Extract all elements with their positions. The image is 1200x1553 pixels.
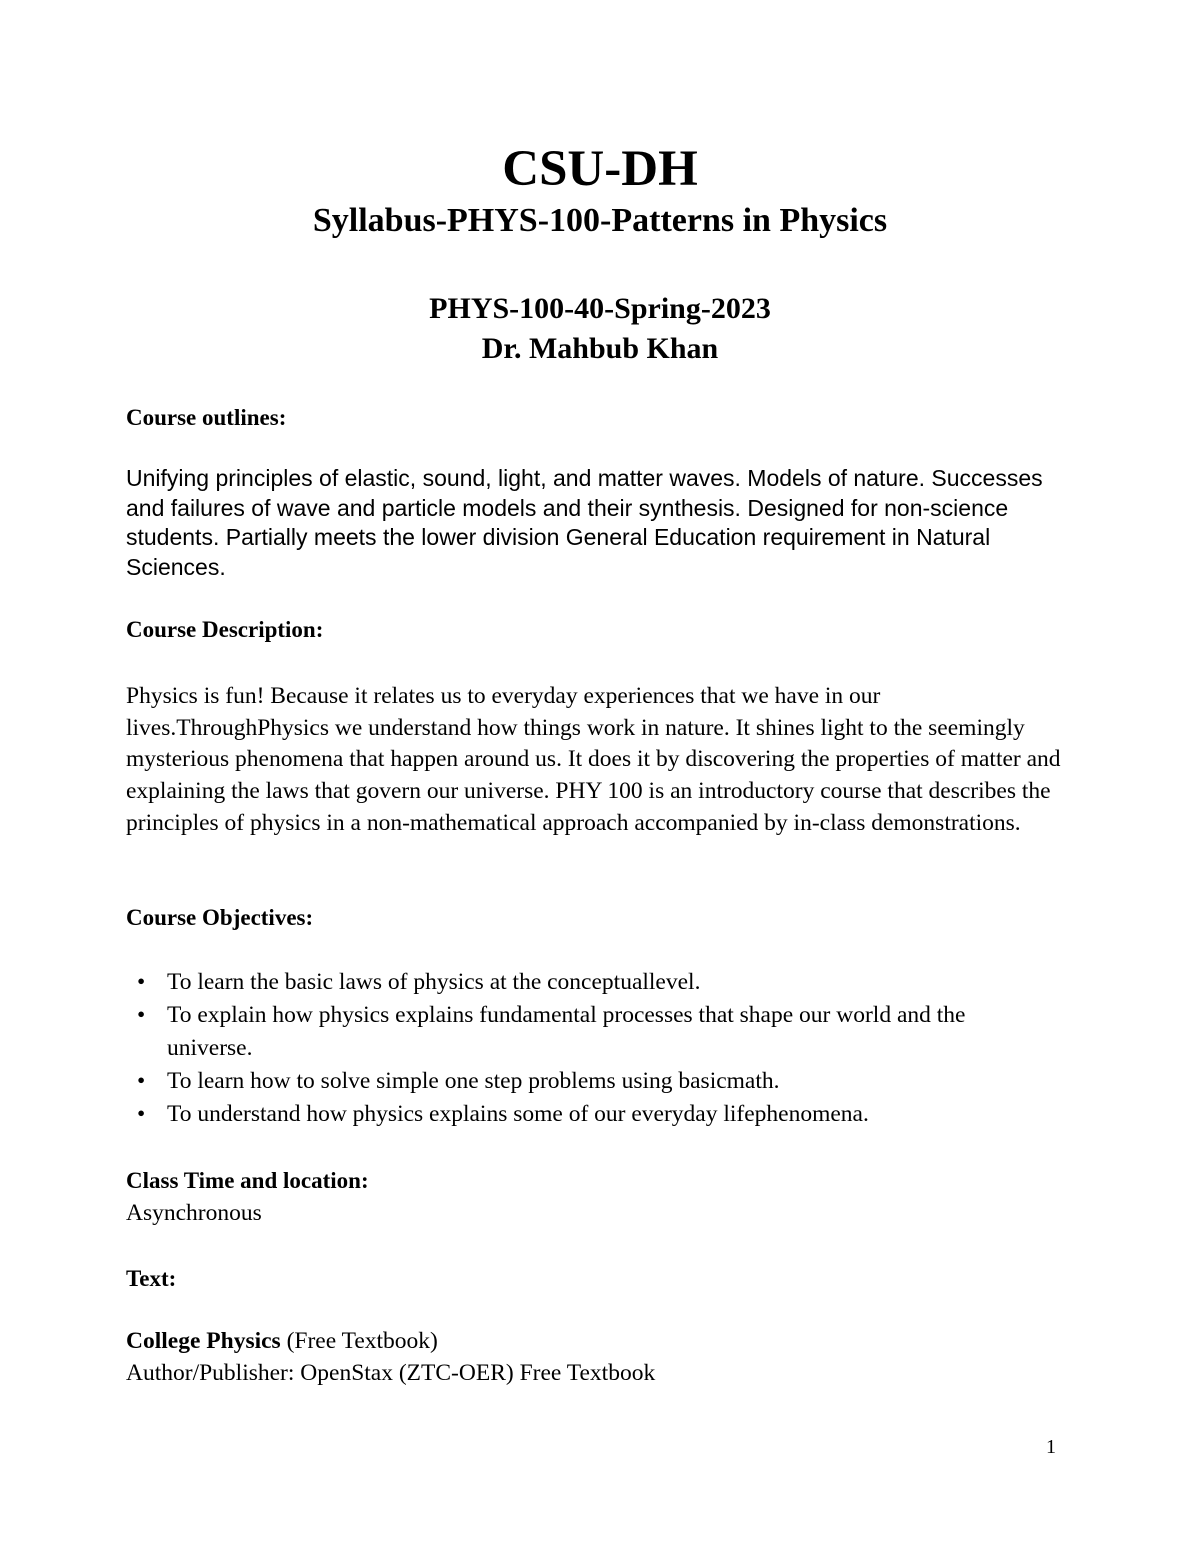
course-objectives-heading: Course Objectives: [126,905,314,930]
course-outlines-heading: Course outlines: [126,405,287,430]
list-item [126,1098,1006,1131]
author-publisher: Author/Publisher: OpenStax (ZTC-OER) Free Textbook [126,1360,656,1386]
textbook-line [126,1326,438,1356]
text-heading: Text: [126,1266,177,1291]
bullet-icon: • [137,1068,146,1094]
objectives-list [126,966,1006,1131]
course-outlines-text: Unifying principles of elastic, sound, light, and matter waves. Models of nature. Successes and failures of wave and particle models and their synthesis. Designed for non-science students. Partially meets the lower division General Education requirement in Natural Sciences. [126,465,1043,580]
list-item [126,1065,1006,1098]
objective-text: To understand how physics explains some of our everyday lifephenomena. [167,1101,869,1127]
instructor-name: Dr. Mahbub Khan [481,332,719,365]
syllabus-title: Syllabus-PHYS-100-Patterns in Physics [312,202,888,239]
class-time-value: Asynchronous [126,1200,262,1226]
course-description-text: Physics is fun! Because it relates us to everyday experiences that we have in our lives.ThroughPhysics we understand how things work in nature. It shines light to the seemingly mysterious phenomena that happen around us. It does it by discovering the properties of matter and explaining the laws that govern our universe. PHY 100 is an introductory course that describes the principles of physics in a non-mathematical approach accompanied by in-class demonstrations. [126,683,1061,836]
institution-title: CSU-DH [502,141,698,197]
bullet-icon: • [137,1002,146,1028]
course-description-heading: Course Description: [126,617,324,642]
list-item [126,966,1006,999]
bullet-icon: • [137,1101,146,1127]
objective-text: To learn how to solve simple one step problems using basicmath. [167,1068,780,1094]
course-section: PHYS-100-40-Spring-2023 [429,292,771,325]
class-time-heading: Class Time and location: [126,1168,369,1193]
objective-text: To learn the basic laws of physics at the conceptuallevel. [167,969,701,995]
list-item [126,999,1006,1065]
objective-text: To explain how physics explains fundamental processes that shape our world and the universe. [167,1002,966,1061]
bullet-icon: • [137,969,146,995]
textbook-title: College Physics [126,1328,281,1354]
page-number: 1 [1046,1436,1056,1458]
textbook-note: (Free Textbook) [280,1328,438,1354]
